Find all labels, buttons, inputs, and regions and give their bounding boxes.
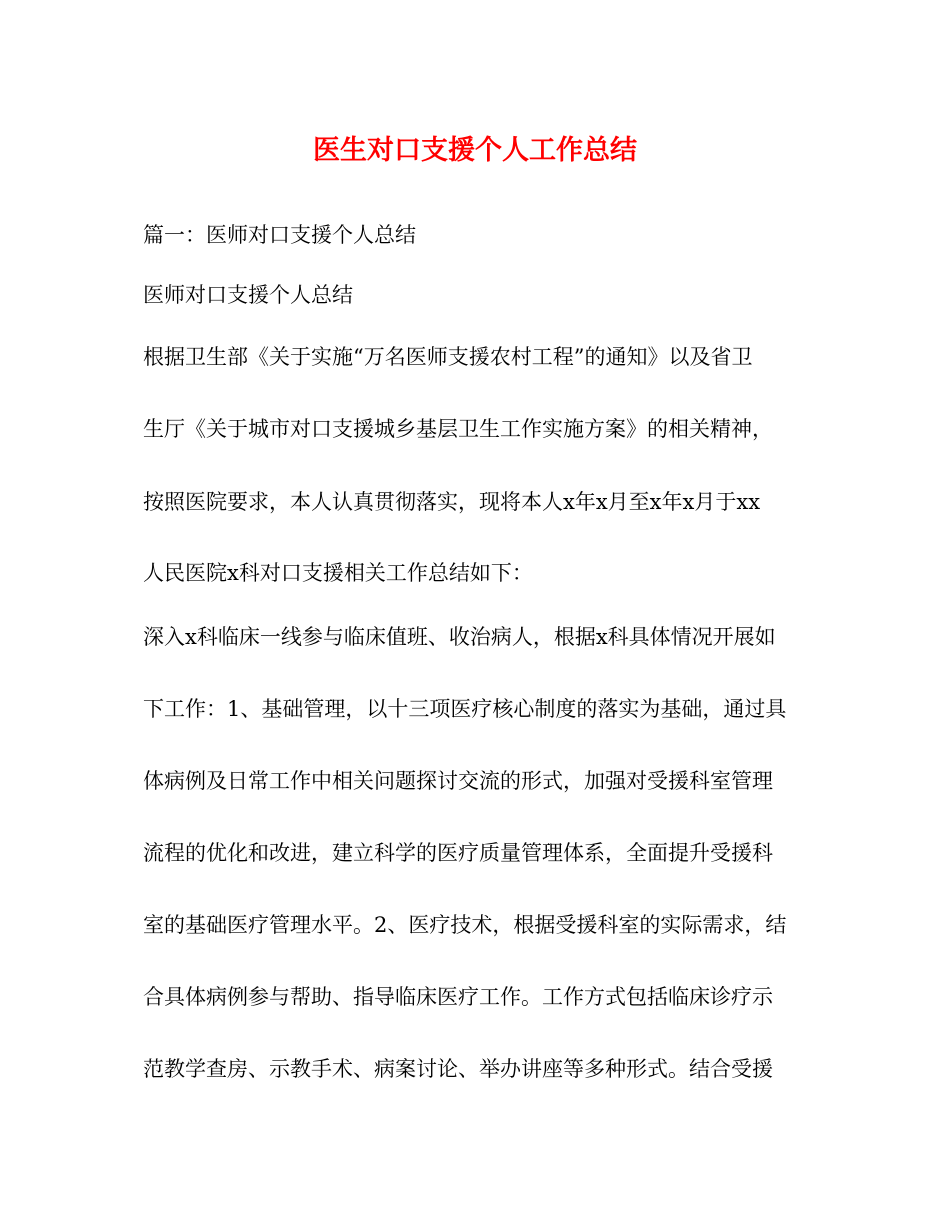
document-title: 医生对口支援个人工作总结 xyxy=(313,135,637,166)
body-line: 深入x科临床一线参与临床值班、收治病人，根据x科具体情况开展如 xyxy=(143,625,776,649)
body-line: 合具体病例参与帮助、指导临床医疗工作。工作方式包括临床诊疗示 xyxy=(143,985,773,1009)
body-line: 体病例及日常工作中相关问题探讨交流的形式，加强对受援科室管理 xyxy=(143,769,773,793)
body-line: 范教学查房、示教手术、病案讨论、举办讲座等多种形式。结合受援 xyxy=(143,1057,773,1081)
subheading: 医师对口支援个人总结 xyxy=(143,283,353,307)
body-line: 根据卫生部《关于实施“万名医师支援农村工程”的通知》以及省卫 xyxy=(143,345,753,369)
body-line: 人民医院x科对口支援相关工作总结如下： xyxy=(143,561,533,585)
body-line: 流程的优化和改进，建立科学的医疗质量管理体系，全面提升受援科 xyxy=(143,841,773,865)
body-line: 按照医院要求，本人认真贯彻落实，现将本人x年x月至x年x月于xx xyxy=(143,490,761,514)
body-line: 生厅《关于城市对口支援城乡基层卫生工作实施方案》的相关精神， xyxy=(143,417,773,441)
section-heading: 篇一：医师对口支援个人总结 xyxy=(143,223,416,247)
body-line: 室的基础医疗管理水平。2、医疗技术，根据受援科室的实际需求，结 xyxy=(143,913,787,937)
body-line: 下工作：1、基础管理，以十三项医疗核心制度的落实为基础，通过具 xyxy=(143,697,787,721)
